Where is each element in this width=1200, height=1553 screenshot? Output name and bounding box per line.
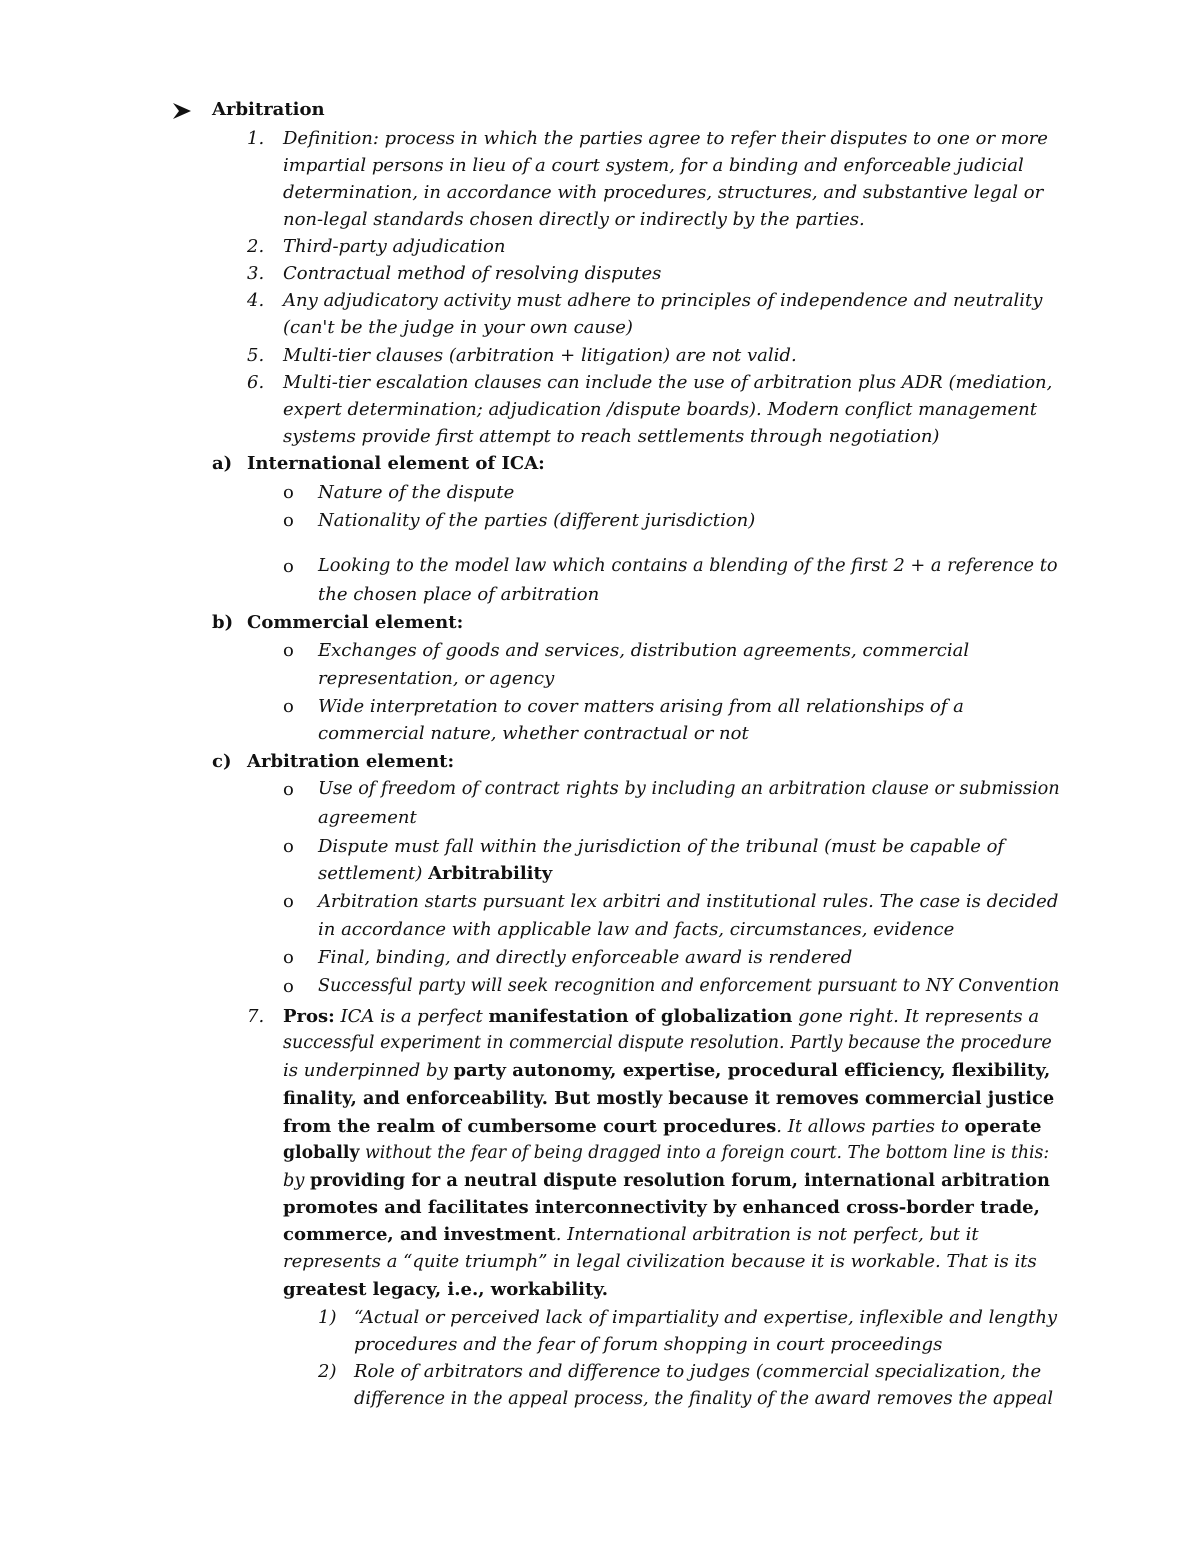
arrowhead-bullet-icon <box>172 102 192 120</box>
bullet-text: the chosen place of arbitration <box>318 584 600 605</box>
bullet-text: Dispute must fall within the jurisdiction of the tribunal (must be capable of <box>318 836 1005 857</box>
bullet-mark: o <box>283 640 294 661</box>
list-number: 3. <box>247 263 265 284</box>
list-item-text: determination, in accordance with procedures, structures, and substantive legal or <box>283 182 1044 203</box>
pros-bold-run: manifestation of globalization <box>488 1006 793 1027</box>
section-title: Commercial element: <box>247 612 464 633</box>
bullet-mark: o <box>283 482 294 503</box>
pros-label: Pros: <box>283 1006 335 1027</box>
pros-line <box>283 1221 979 1249</box>
bullet-text <box>318 860 552 888</box>
sub-number: 1) <box>318 1307 337 1328</box>
pros-run: . International arbitration is not perfect, but it <box>555 1224 979 1245</box>
list-item-text: Third-party adjudication <box>283 236 506 257</box>
pros-bold-run: commerce, and investment <box>283 1224 556 1245</box>
bullet-mark: o <box>283 779 294 800</box>
pros-line: greatest legacy, i.e., workability. <box>283 1279 608 1300</box>
sub-item-text: “Actual or perceived lack of impartiality and expertise, inflexible and lengthy <box>354 1307 1058 1328</box>
bullet-text: Looking to the model law which contains a blending of the first 2 + a reference to <box>318 556 1058 576</box>
sub-item-text: Role of arbitrators and difference to judges (commercial specialization, the <box>354 1361 1042 1382</box>
list-number: 7. <box>247 1006 265 1027</box>
bullet-text: commercial nature, whether contractual or not <box>318 723 749 744</box>
bullet-text: Wide interpretation to cover matters arising from all relationships of a <box>318 696 964 717</box>
list-item-text: Multi-tier escalation clauses can include the use of arbitration plus ADR (mediation, <box>283 372 1053 393</box>
bullet-text: Nationality of the parties (different jurisdiction) <box>318 510 756 531</box>
list-number: 2. <box>247 236 265 257</box>
bullet-mark: o <box>283 836 294 857</box>
pros-line <box>283 1140 1049 1168</box>
pros-run: gone right. It represents a <box>792 1006 1040 1027</box>
bullet-text: representation, or agency <box>318 668 555 689</box>
pros-line <box>283 1057 1050 1085</box>
settlement-text: settlement) <box>318 863 429 884</box>
list-item-text: systems provide first attempt to reach settlements through negotiation) <box>283 426 940 447</box>
section-letter: c) <box>212 751 232 772</box>
list-number: 5. <box>247 345 265 366</box>
pros-run: . It allows parties to <box>776 1116 965 1137</box>
pros-line: promotes and facilitates interconnectivity by enhanced cross-border trade, <box>283 1197 1040 1218</box>
pros-bold-run: globally <box>283 1143 360 1163</box>
list-item-text: (can't be the judge in your own cause) <box>283 317 633 338</box>
bullet-mark: o <box>283 976 294 997</box>
section-heading: Arbitration <box>212 99 325 120</box>
sub-item-text: difference in the appeal process, the finality of the award removes the appeal <box>354 1389 1054 1409</box>
bullet-mark: o <box>283 947 294 968</box>
pros-run: without the fear of being dragged into a foreign court. The bottom line is this: <box>359 1143 1050 1163</box>
bullet-mark: o <box>283 510 294 531</box>
bullet-text: Nature of the dispute <box>318 482 515 503</box>
pros-run: is underpinned by <box>283 1060 454 1081</box>
bullet-text: Use of freedom of contract rights by including an arbitration clause or submission <box>318 779 1060 799</box>
list-item-text: impartial persons in lieu of a court system, for a binding and enforceable judicial <box>283 155 1024 176</box>
arbitrability-term: Arbitrability <box>428 863 553 884</box>
section-letter: a) <box>212 453 233 474</box>
list-number: 6. <box>247 372 265 393</box>
pros-line <box>283 1167 1050 1196</box>
bullet-text: Final, binding, and directly enforceable award is rendered <box>318 947 853 968</box>
list-number: 4. <box>247 290 265 311</box>
pros-run: ICA is a perfect <box>334 1006 489 1027</box>
list-item-text: expert determination; adjudication /dispute boards). Modern conflict management <box>283 399 1037 420</box>
bullet-text: Arbitration starts pursuant lex arbitri and institutional rules. The case is decided <box>318 891 1059 912</box>
bullet-text: Successful party will seek recognition and enforcement pursuant to NY Convention <box>318 976 1060 996</box>
pros-bold-run: from the realm of cumbersome court procedures <box>283 1116 777 1137</box>
sub-item-text: procedures and the fear of forum shopping in court proceedings <box>354 1334 943 1355</box>
pros-bold-run: operate <box>964 1116 1042 1137</box>
bullet-text: Exchanges of goods and services, distribution agreements, commercial <box>318 640 970 661</box>
pros-bold-run: providing for a neutral dispute resolution forum, international arbitration <box>310 1170 1050 1191</box>
list-item-text: Contractual method of resolving disputes <box>283 263 662 284</box>
list-item-text: non-legal standards chosen directly or indirectly by the parties. <box>283 209 865 230</box>
bullet-text: agreement <box>318 807 417 828</box>
section-title: Arbitration element: <box>247 751 455 772</box>
list-item-text: Multi-tier clauses (arbitration + litigation) are not valid. <box>283 345 797 366</box>
section-letter: b) <box>212 612 234 633</box>
bullet-mark: o <box>283 891 294 912</box>
sub-number: 2) <box>318 1361 337 1382</box>
bullet-mark: o <box>283 556 294 577</box>
pros-line <box>283 1003 1039 1031</box>
section-title: International element of ICA: <box>247 453 545 474</box>
pros-run: by <box>283 1171 311 1191</box>
bullet-mark: o <box>283 696 294 717</box>
list-item-text: Any adjudicatory activity must adhere to principles of independence and neutrality <box>283 290 1043 311</box>
pros-line <box>283 1113 1041 1141</box>
list-number: 1. <box>247 128 265 149</box>
pros-bold-run: party autonomy, expertise, procedural efficiency, flexibility, <box>453 1060 1051 1081</box>
pros-line: represents a “quite triumph” in legal civilization because it is workable. That is its <box>283 1251 1037 1272</box>
bullet-text: in accordance with applicable law and facts, circumstances, evidence <box>318 919 955 940</box>
pros-line: successful experiment in commercial dispute resolution. Partly because the procedure <box>283 1033 1052 1053</box>
list-item-text: Definition: process in which the parties agree to refer their disputes to one or more <box>283 128 1048 149</box>
pros-line: finality, and enforceability. But mostly because it removes commercial justice <box>283 1088 1055 1109</box>
